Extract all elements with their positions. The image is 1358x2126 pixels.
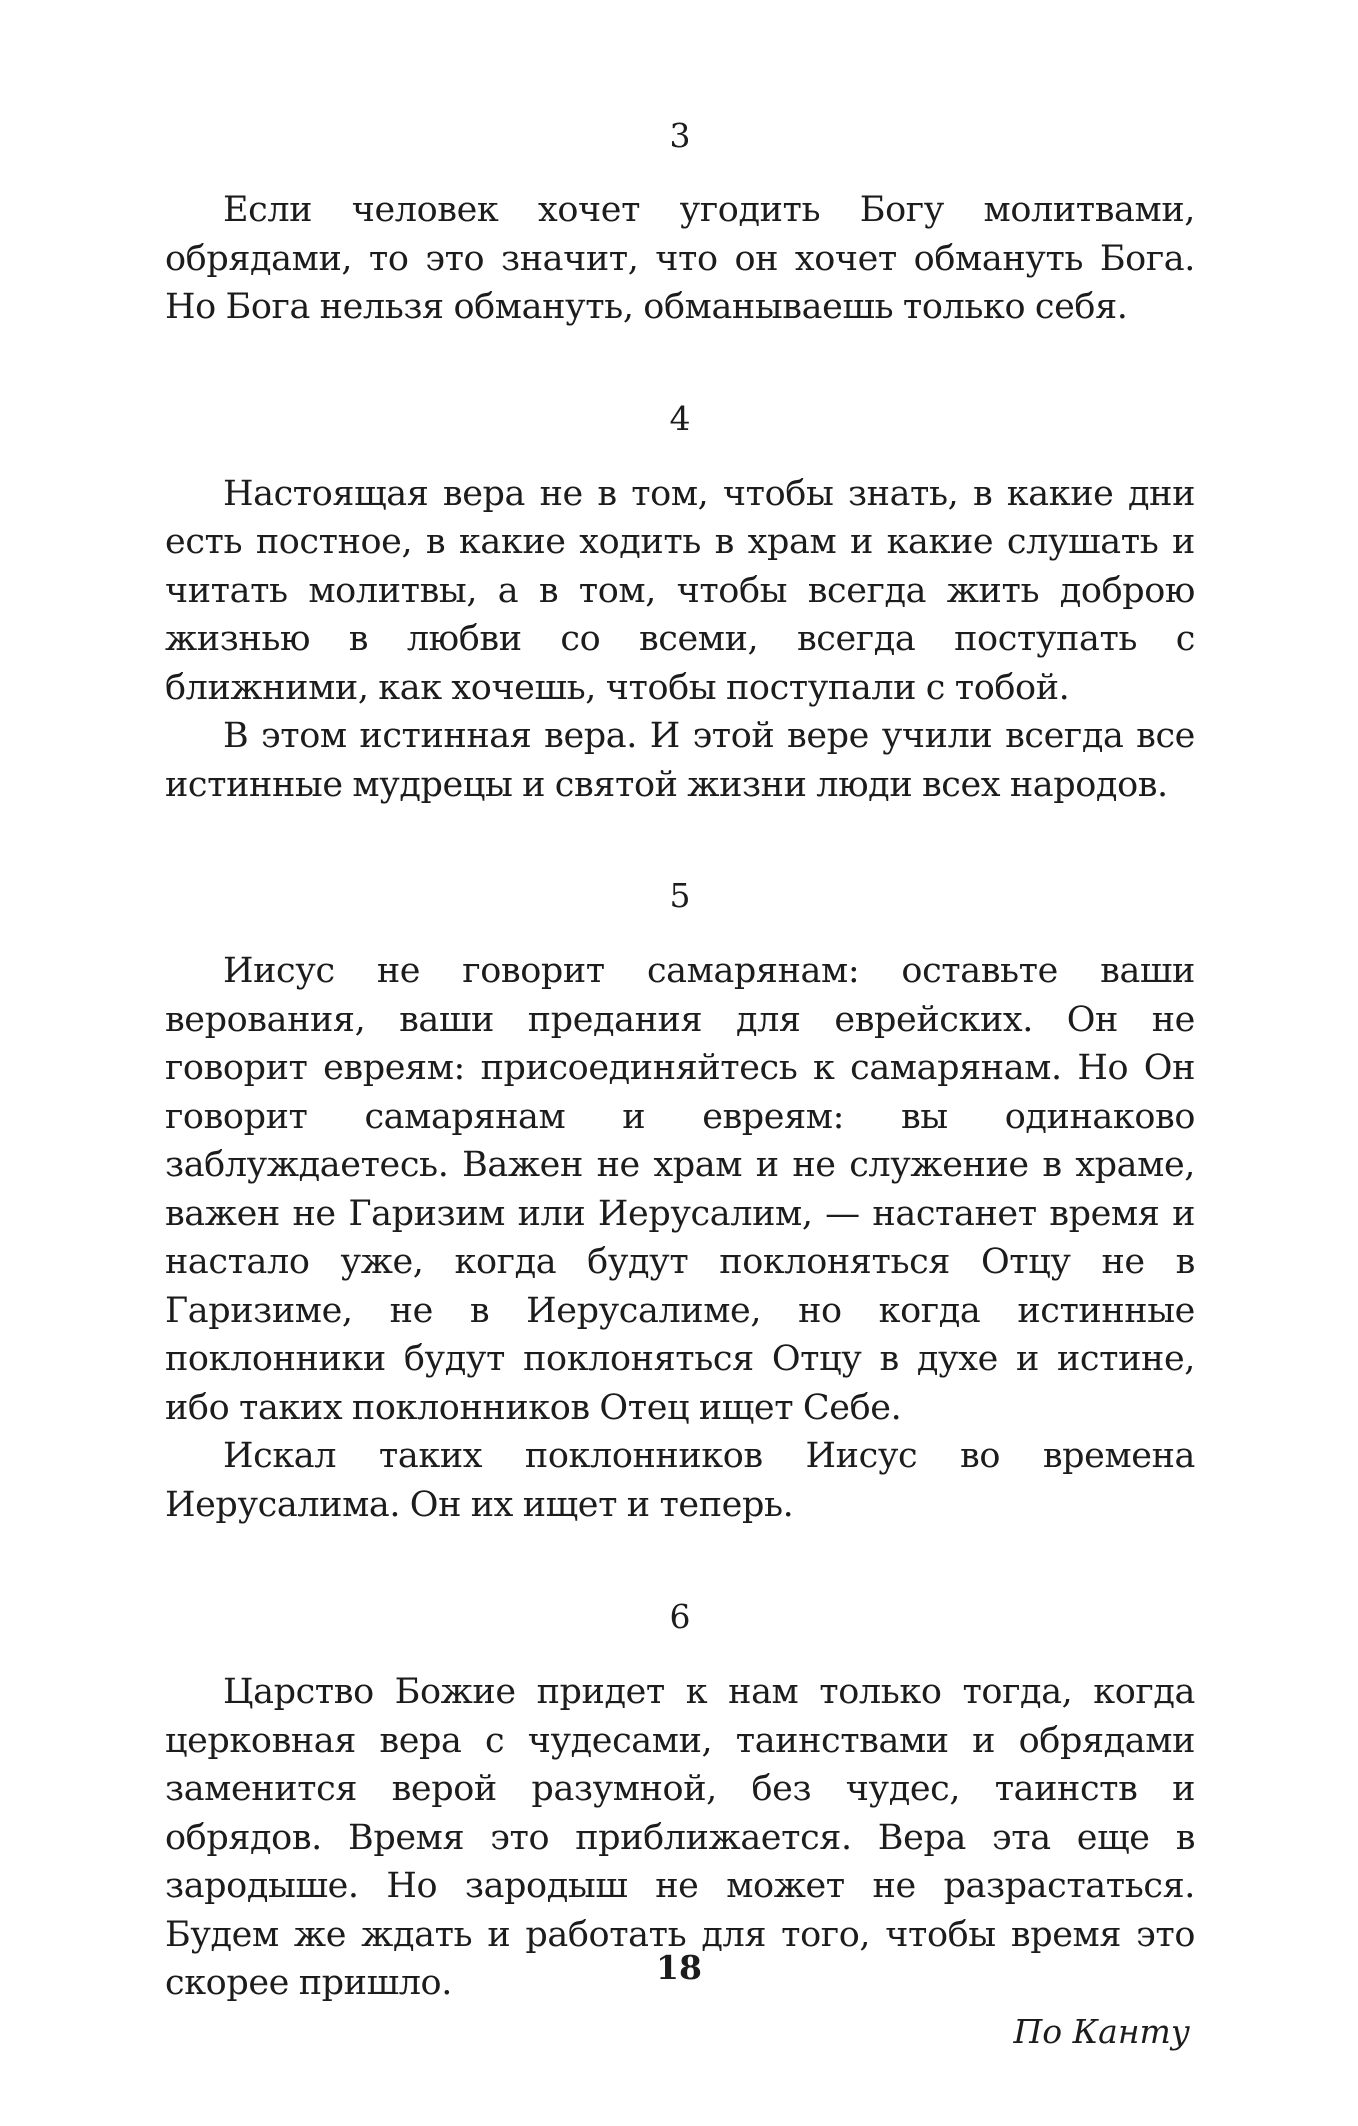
paragraph: Если человек хочет угодить Богу молитвами, обрядами, то это значит, что он хочет обмануть Бога. Но Бога нельзя обмануть, обманываешь только себя. (165, 190, 1195, 327)
page-number: 18 (656, 1948, 702, 1987)
section-number: 6 (669, 1597, 691, 1636)
section-5 (165, 870, 1195, 1529)
paragraph: Иисус не говорит самарянам: оставьте ваши верования, ваши предания для еврейских. Он не говорит евреям: присоединяйтесь к самарянам. Но Он говорит самарянам и евреям: вы одинаково заблуждаетесь. Важен не храм и не служение в храме, важен не Гаризим или Иерусалим, — настанет время и настало уже, когда будут поклоняться Отцу не в Гаризиме, не в Иерусалиме, но когда истинные поклонники будут поклоняться Отцу в духе и истине, ибо таких поклонников Отец ищет Себе. (165, 951, 1195, 1428)
section-3 (165, 110, 1195, 332)
paragraph: Настоящая вера не в том, чтобы знать, в какие дни есть постное, в какие ходить в храм и какие слушать и читать молитвы, а в том, чтобы всегда жить доброю жизнью в любви со всеми, всегда поступать с ближними, как хочешь, чтобы поступали с тобой. (165, 473, 1195, 708)
attribution: По Канту (1013, 2011, 1190, 2051)
paragraph: Искал таких поклонников Иисус во времена Иерусалима. Он их ищет и теперь. (165, 1436, 1195, 1525)
paragraph: В этом истинная вера. И этой вере учили всегда все истинные мудрецы и святой жизни люди всех народов. (165, 716, 1195, 805)
section-4 (165, 393, 1195, 810)
paragraph: Царство Божие придет к нам только тогда, когда церковная вера с чудесами, таинствами и обрядами заменится верой разумной, без чудес, таинств и обрядов. Время это приближается. Вера эта еще в зародыше. Но зародыш не может не разрастаться. Будем же ждать и работать для того, чтобы время это скорее пришло. (165, 1672, 1195, 2003)
section-number: 3 (669, 116, 691, 155)
section-number: 5 (669, 876, 691, 915)
page-body (165, 110, 1195, 2056)
section-number: 4 (669, 398, 691, 438)
